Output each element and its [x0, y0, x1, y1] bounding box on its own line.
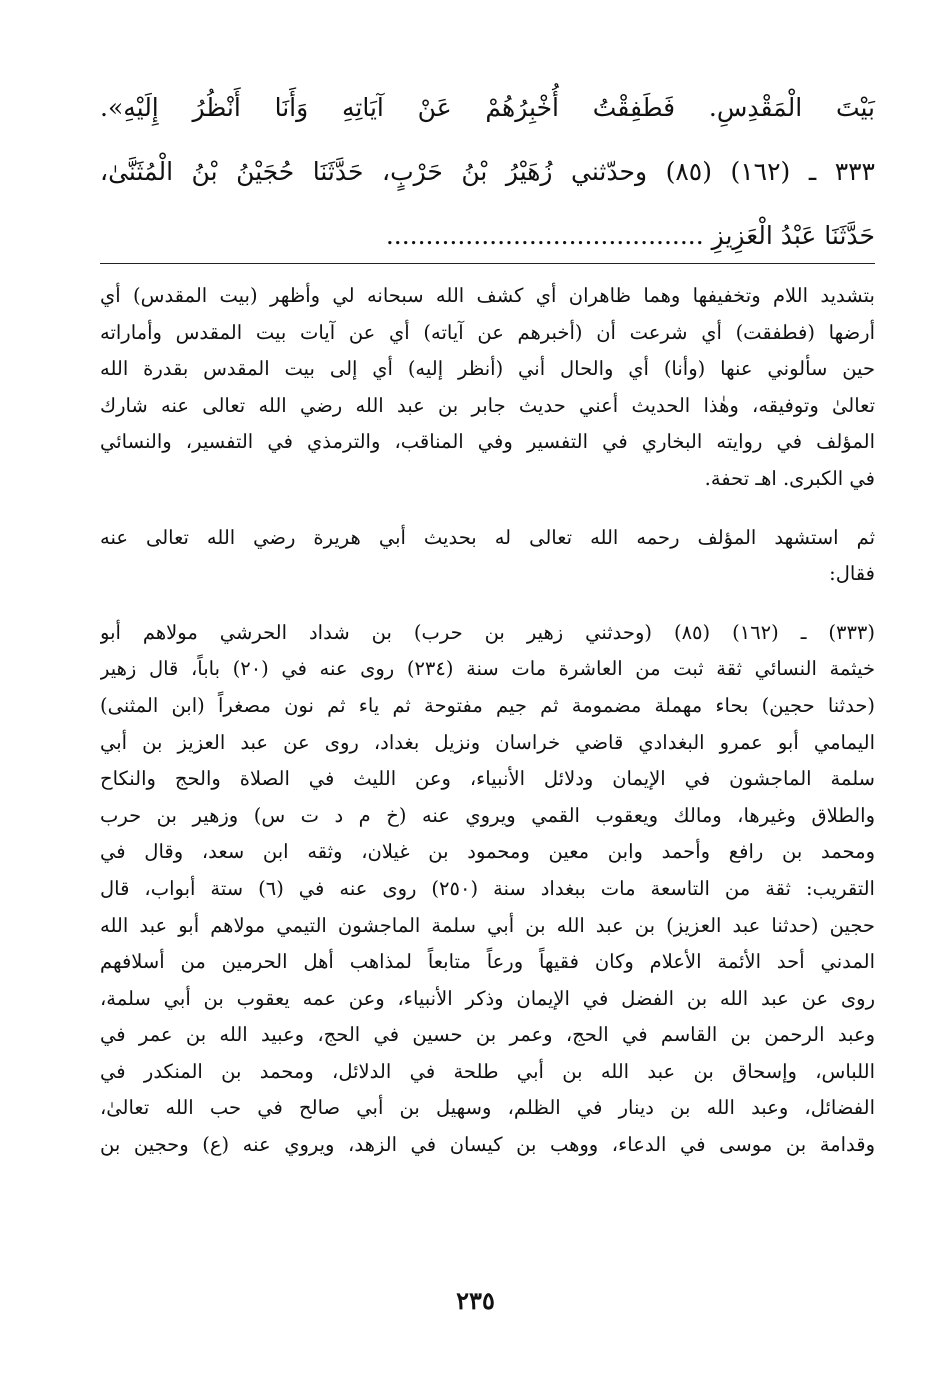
- text-line: التقريب: ثقة من التاسعة مات ببغداد سنة (٢٥٠) روى عنه في (٦) ستة أبواب، قال: [100, 876, 875, 900]
- text-line: ومحمد بن رافع وأحمد وابن معين ومحمود بن غيلان، وثقه ابن سعد، وقال في: [100, 840, 875, 864]
- hadith-text: [100, 76, 875, 268]
- text-line: فقال:: [829, 562, 875, 586]
- hadith-line-3: حَدَّثَنَا عَبْدُ الْعَزِيزِ ........................................: [385, 221, 875, 250]
- text-line: وقدامة بن موسى في الدعاء، ووهب بن كيسان في الزهد، ويروي عنه (ع) وحجين بن: [100, 1133, 875, 1157]
- text-line: (٣٣٣) ـ (١٦٢) (٨٥) (وحدثني زهير بن حرب) بن شداد الحرشي مولاهم أبو: [100, 620, 875, 644]
- text-line: سلمة الماجشون في الإيمان ودلائل الأنبياء، وعن الليث في الصلاة والحج والنكاح: [100, 767, 875, 791]
- text-line: روى عن عبد الله بن الفضل في الإيمان وذكر الأنبياء، وعن عمه يعقوب بن أبي سلمة،: [100, 986, 875, 1010]
- page-number: ٢٣٥: [456, 1286, 495, 1315]
- commentary-paragraph-1: [100, 278, 875, 498]
- text-line: اليمامي أبو عمرو البغدادي قاضي خراسان ونزيل بغداد، روى عن عبد العزيز بن أبي: [100, 730, 875, 754]
- footnote-separator: [100, 263, 875, 264]
- hadith-line-1: بَيْتَ الْمَقْدِسِ. فَطَفِقْتُ أُخْبِرُهُمْ عَنْ آيَاتِهِ وَأَنَا أَنْظُرُ إِلَيْهِ».: [100, 93, 875, 122]
- commentary-text: [100, 278, 875, 1164]
- text-line: اللباس، وإسحاق بن عبد الله بن أبي طلحة في الدلائل، ومحمد بن المنكدر في: [100, 1059, 875, 1083]
- text-line: المؤلف في روايته البخاري في التفسير وفي المناقب، والترمذي في التفسير، والنسائي: [100, 430, 875, 454]
- text-line: خيثمة النسائي ثقة ثبت من العاشرة مات سنة (٢٣٤) روى عنه في (٢٠) باباً، قال زهير: [100, 657, 875, 681]
- text-line: بتشديد اللام وتخفيفها وهما ظاهران أي كشف الله سبحانه لي وأظهر (بيت المقدس) أي: [100, 284, 875, 307]
- text-line: حجين (حدثنا عبد العزيز) بن عبد الله بن أبي سلمة الماجشون التيمي مولاهم أبو عبد الله: [100, 913, 875, 937]
- text-line: المدني أحد الأئمة الأعلام وكان فقيهاً ورعاً متابعاً لمذاهب أهل الحرمين من أسلافهم: [100, 950, 875, 974]
- text-line: ثم استشهد المؤلف رحمه الله تعالى له بحديث أبي هريرة رضي الله تعالى عنه: [100, 525, 875, 549]
- text-line: الفضائل، وعبد الله بن دينار في الظلم، وسهيل بن أبي صالح في حب الله تعالىٰ،: [100, 1096, 875, 1120]
- text-line: وعبد الرحمن بن القاسم في الحج، وعمر بن حسين في الحج، وعبيد الله بن عمر في: [100, 1023, 875, 1047]
- text-line: تعالىٰ وتوفيقه، وهٰذا الحديث أعني حديث جابر بن عبد الله رضي الله تعالى عنه شارك: [100, 393, 875, 417]
- hadith-line-2: ٣٣٣ ـ (١٦٢) (٨٥) وحدّثني زُهَيْرُ بْنُ حَرْبٍ، حَدَّثَنَا حُجَيْنُ بْنُ الْمُثَنَّىٰ،: [100, 157, 875, 186]
- text-line: حين سألوني عنها (وأنا) أي والحال أني (أنظر إليه) أي إلى بيت المقدس بقدرة الله: [100, 357, 875, 381]
- text-line: (حدثنا حجين) بحاء مهملة مضمومة ثم جيم مفتوحة ثم ياء ثم نون مصغراً (ابن المثنى): [100, 693, 875, 717]
- text-line: والطلاق وغيرها، ومالك ويعقوب القمي ويروي عنه (خ م د ت س) وزهير بن حرب: [100, 803, 875, 827]
- commentary-paragraph-3: [100, 615, 875, 1164]
- text-line: في الكبرى. اهـ تحفة.: [704, 466, 875, 490]
- commentary-paragraph-2: [100, 520, 875, 593]
- text-line: أرضها (فطفقت) أي شرعت أن (أخبرهم عن آياته) أي عن آيات بيت المقدس وأماراته: [100, 320, 875, 344]
